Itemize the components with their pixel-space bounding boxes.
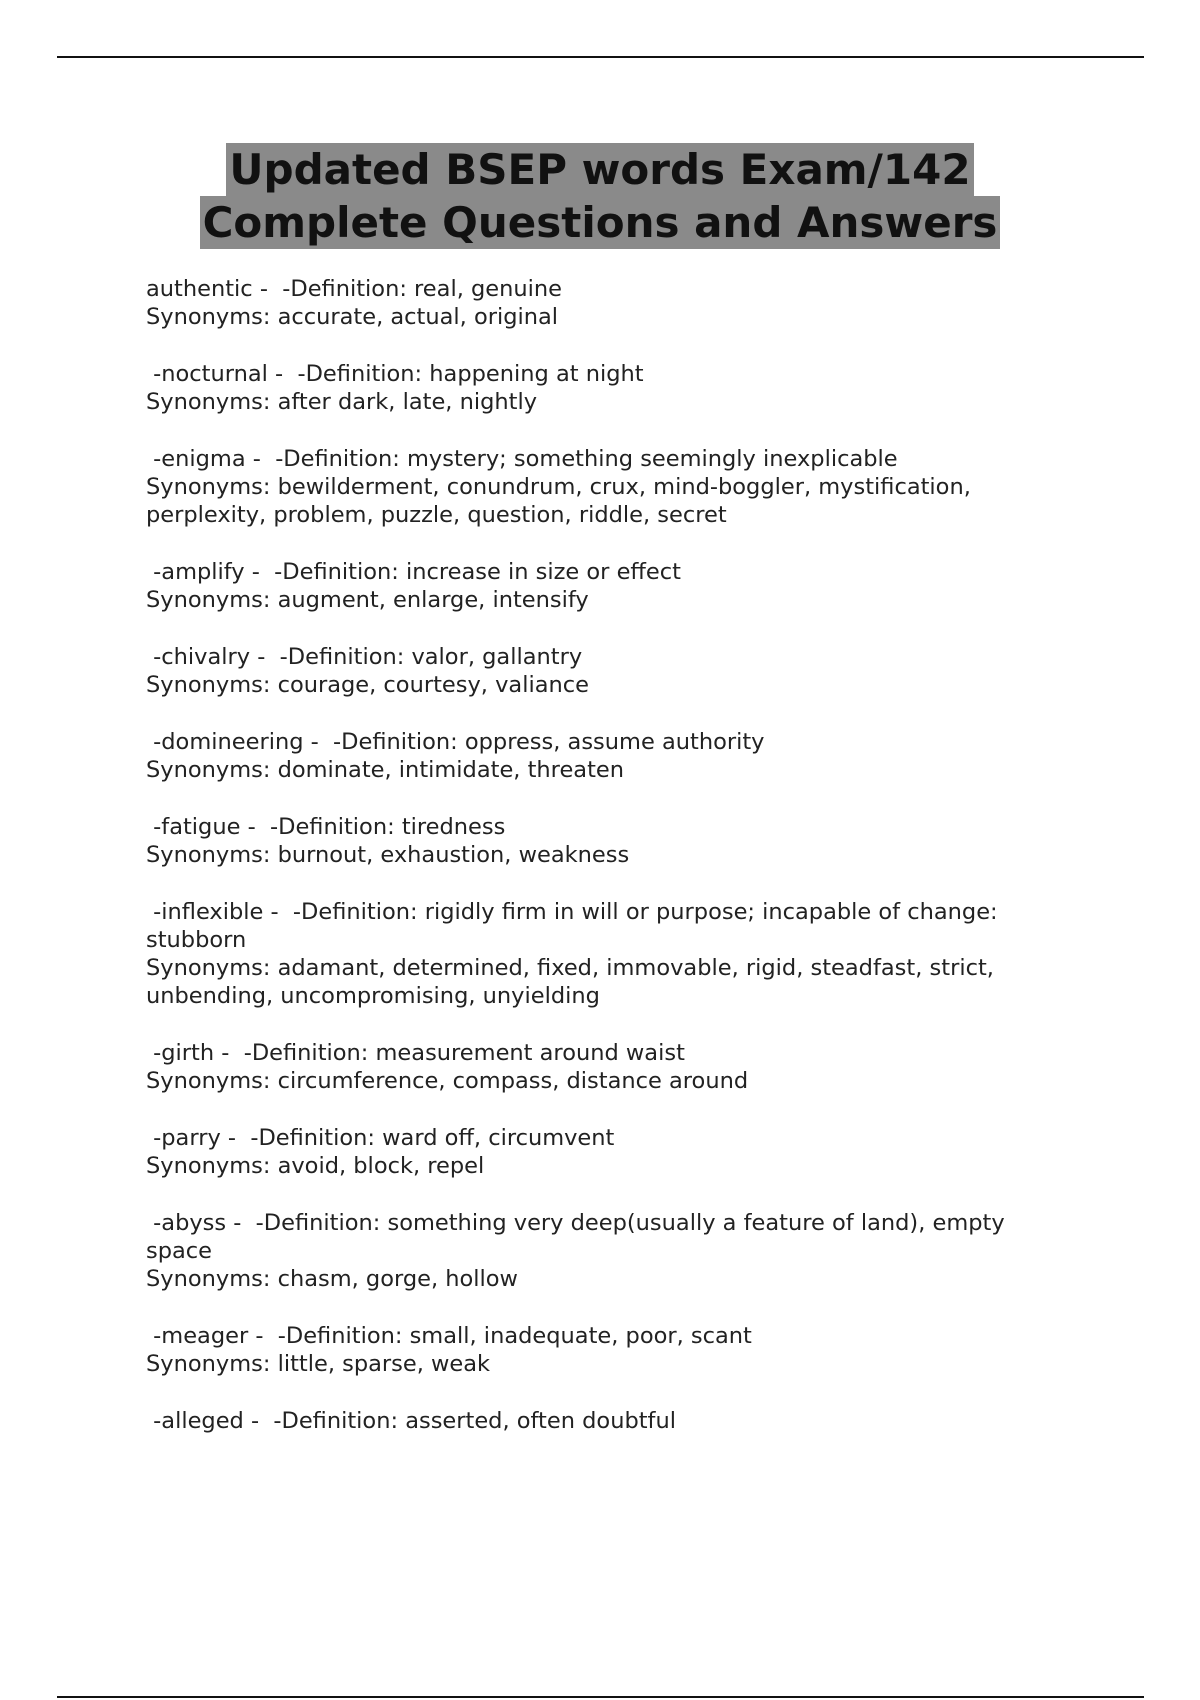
vocabulary-entry — [146, 1039, 1086, 1096]
entry-text-line: Synonyms: dominate, intimidate, threaten — [146, 757, 624, 784]
title-line-2: Complete Questions and Answers — [200, 196, 1001, 249]
entry-definition-line: -girth - -Definition: measurement around waist — [146, 1040, 685, 1067]
vocabulary-entry — [146, 1407, 1086, 1435]
entry-text-line: Synonyms: after dark, late, nightly — [146, 389, 538, 416]
entry-text-line: Synonyms: adamant, determined, fixed, immovable, rigid, steadfast, strict, — [146, 955, 994, 982]
vocabulary-entry — [146, 558, 1086, 615]
entry-definition-line: -chivalry - -Definition: valor, gallantry — [146, 643, 583, 670]
vocabulary-entry — [146, 728, 1086, 785]
entry-text-line: Synonyms: avoid, block, repel — [146, 1153, 485, 1180]
vocabulary-entry — [146, 813, 1086, 870]
vocabulary-list — [146, 275, 1086, 1463]
entry-text-line: space — [146, 1238, 213, 1265]
entry-definition-line: -alleged - -Definition: asserted, often doubtful — [146, 1407, 676, 1434]
entry-definition-line: -enigma - -Definition: mystery; something seemingly inexplicable — [146, 445, 898, 472]
entry-text-line: Synonyms: augment, enlarge, intensify — [146, 587, 589, 614]
entry-definition-line: authentic - -Definition: real, genuine — [146, 276, 562, 302]
entry-text-line: unbending, uncompromising, unyielding — [146, 983, 600, 1010]
entry-text-line: Synonyms: circumference, compass, distance around — [146, 1068, 749, 1095]
vocabulary-entry — [146, 360, 1086, 417]
entry-text-line: Synonyms: burnout, exhaustion, weakness — [146, 841, 630, 868]
vocabulary-entry — [146, 275, 1086, 332]
entry-definition-line: -nocturnal - -Definition: happening at night — [146, 360, 644, 387]
entry-definition-line: -abyss - -Definition: something very deep(usually a feature of land), empty — [146, 1209, 1005, 1236]
entry-definition-line: -amplify - -Definition: increase in size or effect — [146, 558, 681, 585]
title-line-1: Updated BSEP words Exam/142 — [226, 143, 973, 196]
vocabulary-entry — [146, 1124, 1086, 1181]
entry-definition-line: -fatigue - -Definition: tiredness — [146, 813, 506, 840]
entry-text-line: perplexity, problem, puzzle, question, riddle, secret — [146, 502, 727, 529]
entry-definition-line: -domineering - -Definition: oppress, assume authority — [146, 728, 765, 755]
footer-rule — [57, 1696, 1144, 1698]
entry-text-line: Synonyms: accurate, actual, original — [146, 304, 559, 331]
entry-text-line: stubborn — [146, 926, 247, 953]
vocabulary-entry — [146, 1322, 1086, 1379]
entry-text-line: Synonyms: bewilderment, conundrum, crux, mind-boggler, mystification, — [146, 474, 971, 501]
vocabulary-entry — [146, 898, 1086, 1011]
entry-definition-line: -meager - -Definition: small, inadequate, poor, scant — [146, 1322, 752, 1349]
page-title — [0, 143, 1200, 249]
entry-definition-line: -parry - -Definition: ward off, circumvent — [146, 1124, 615, 1151]
entry-text-line: Synonyms: courage, courtesy, valiance — [146, 672, 589, 699]
entry-text-line: Synonyms: chasm, gorge, hollow — [146, 1266, 518, 1293]
header-rule — [57, 56, 1144, 58]
vocabulary-entry — [146, 643, 1086, 700]
entry-text-line: Synonyms: little, sparse, weak — [146, 1351, 491, 1378]
vocabulary-entry — [146, 1209, 1086, 1294]
entry-definition-line: -inflexible - -Definition: rigidly firm in will or purpose; incapable of change: — [146, 898, 998, 925]
vocabulary-entry — [146, 445, 1086, 530]
